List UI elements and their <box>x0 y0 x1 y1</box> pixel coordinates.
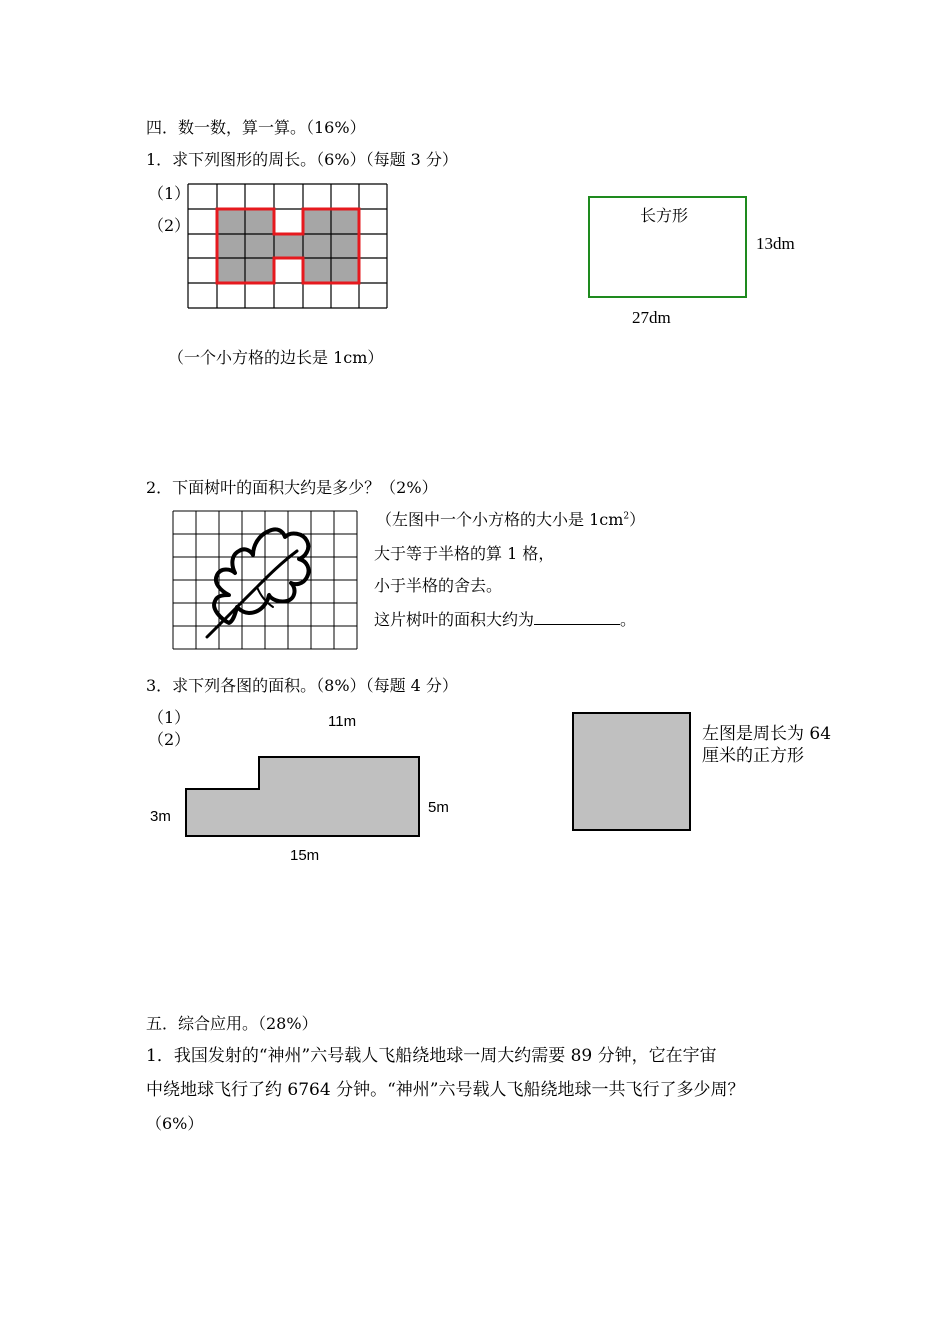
rectangle-label: 长方形 <box>640 206 689 225</box>
leaf-rule-2: 小于半格的舍去。 <box>374 576 503 595</box>
section-5-title: 五．综合应用。（28%） <box>146 1014 318 1033</box>
rectangle-width: 27dm <box>632 308 671 327</box>
question-1-title: 1．求下列图形的周长。（6%）（每题 3 分） <box>146 150 458 169</box>
question-1-label-1: （1） <box>148 184 191 203</box>
question-3-label-2: （2） <box>148 730 191 749</box>
square-desc-line-2: 厘米的正方形 <box>702 746 804 766</box>
question-2-title: 2．下面树叶的面积大约是多少？（2%） <box>146 478 438 497</box>
question-1-label-2: （2） <box>148 216 191 235</box>
leaf-answer-line <box>374 610 636 630</box>
square-figure <box>572 712 692 832</box>
section-5-q1-line-1: 1．我国发射的“神州”六号载人飞船绕地球一周大约需要 89 分钟，它在宇宙 <box>146 1046 717 1066</box>
rectangle-height: 13dm <box>756 234 795 253</box>
section-5-q1-line-3: （6%） <box>146 1114 204 1133</box>
question-3-title: 3．求下列各图的面积。（8%）（每题 4 分） <box>146 676 458 695</box>
leaf-note-sup: 2 <box>623 511 630 522</box>
grid-shape-fill <box>217 209 359 283</box>
question-3-label-1: （1） <box>148 708 191 727</box>
leaf-answer-prefix: 这片树叶的面积大约为 <box>374 610 535 629</box>
leaf-answer-blank[interactable] <box>534 610 620 625</box>
grid-shape-figure <box>188 184 388 309</box>
section-5-q1-line-2: 中绕地球飞行了约 6764 分钟。“神州”六号载人飞船绕地球一共飞行了多少周？ <box>146 1080 745 1100</box>
l-shape-figure <box>185 756 421 838</box>
l-shape-dim-bottom: 15m <box>290 847 320 864</box>
leaf-note-prefix: （左图中一个小方格的大小是 1cm <box>376 510 624 529</box>
leaf-drawing <box>207 529 309 637</box>
l-shape-dim-top: 11m <box>328 713 357 730</box>
leaf-note <box>376 510 645 530</box>
section-4-title: 四．数一数，算一算。（16%） <box>146 118 366 137</box>
leaf-grid-figure <box>173 511 358 651</box>
leaf-rule-1: 大于等于半格的算 1 格， <box>374 544 555 563</box>
leaf-answer-suffix: 。 <box>620 610 637 629</box>
l-shape-dim-right: 5m <box>428 799 449 816</box>
leaf-note-suffix: ） <box>629 510 646 529</box>
grid-note: （一个小方格的边长是 1cm） <box>168 348 384 367</box>
l-shape-dim-left: 3m <box>150 808 171 825</box>
square-desc-line-1: 左图是周长为 64 <box>702 724 832 744</box>
